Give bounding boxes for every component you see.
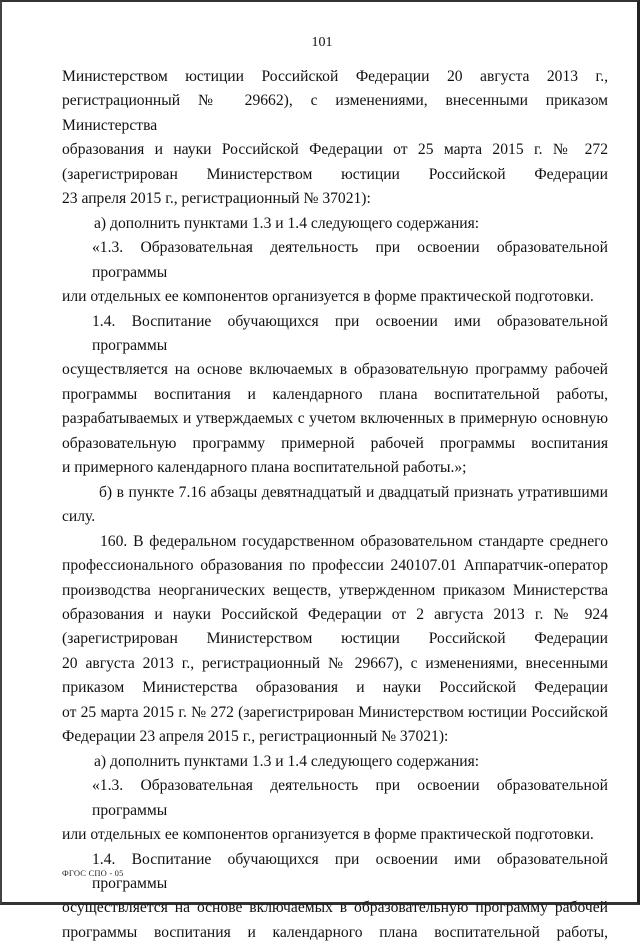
text-line: 20 августа 2013 г., регистрационный № 29667), с изменениями, внесенными <box>62 654 608 672</box>
text-line: (зарегистрирован Министерством юстиции Российской Федерации <box>62 630 608 648</box>
text-line: регистрационный № 29662), с изменениями, внесенными приказом Министерства <box>62 92 608 134</box>
text-line: Федерации 23 апреля 2015 г., регистрационный № 37021): <box>62 728 449 746</box>
text-line: образовательную программу примерной рабочей программы воспитания <box>62 434 608 452</box>
text-line: Министерством юстиции Российской Федерации 20 августа 2013 г., <box>62 68 608 85</box>
text-line: образования и науки Российской Федерации от 2 августа 2013 г. № 924 <box>62 605 608 623</box>
text-line: программы воспитания и календарного плана воспитательной работы, <box>62 385 608 403</box>
text-line: б) в пункте 7.16 абзацы девятнадцатый и двадцатый признать утратившими <box>99 483 608 501</box>
text-line: приказом Министерства образования и науки Российской Федерации <box>62 679 608 697</box>
text-line: или отдельных ее компонентов организуется в форме практической подготовки. <box>62 288 594 306</box>
document-footer-code: ФГОС СПО - 05 <box>62 868 124 878</box>
text-line: осуществляется на основе включаемых в образовательную программу рабочей <box>62 361 608 379</box>
text-line: 1.4. Воспитание обучающихся при освоении ими образовательной программы <box>92 850 608 892</box>
text-line: «1.3. Образовательная деятельность при освоении образовательной программы <box>92 239 608 281</box>
text-line: а) дополнить пунктами 1.3 и 1.4 следующего содержания: <box>94 752 480 770</box>
page-number: 101 <box>311 35 333 50</box>
body-text <box>62 65 608 945</box>
text-line: 160. В федеральном государственном образовательном стандарте среднего <box>100 532 608 550</box>
text-line: и примерного календарного плана воспитательной работы.»; <box>62 459 467 477</box>
text-line: производства неорганических веществ, утвержденном приказом Министерства <box>62 581 608 599</box>
text-line: осуществляется на основе включаемых в образовательную программу рабочей <box>62 899 608 917</box>
text-line: силу. <box>62 508 96 526</box>
text-line: образования и науки Российской Федерации от 25 марта 2015 г. № 272 <box>62 141 608 159</box>
text-line: 1.4. Воспитание обучающихся при освоении ими образовательной программы <box>92 312 608 354</box>
text-line: 23 апреля 2015 г., регистрационный № 37021): <box>62 190 371 208</box>
text-line: профессионального образования по профессии 240107.01 Аппаратчик-оператор <box>62 557 608 575</box>
text-line: или отдельных ее компонентов организуется в форме практической подготовки. <box>62 826 594 844</box>
text-line: разрабатываемых и утверждаемых с учетом включенных в примерную основную <box>62 410 608 428</box>
text-line: от 25 марта 2015 г. № 272 (зарегистрирован Министерством юстиции Российской <box>62 703 608 721</box>
text-line: «1.3. Образовательная деятельность при освоении образовательной программы <box>92 777 608 819</box>
text-line: программы воспитания и календарного плана воспитательной работы, <box>62 923 608 941</box>
text-line: (зарегистрирован Министерством юстиции Российской Федерации <box>62 165 608 183</box>
text-line: а) дополнить пунктами 1.3 и 1.4 следующего содержания: <box>94 214 480 232</box>
